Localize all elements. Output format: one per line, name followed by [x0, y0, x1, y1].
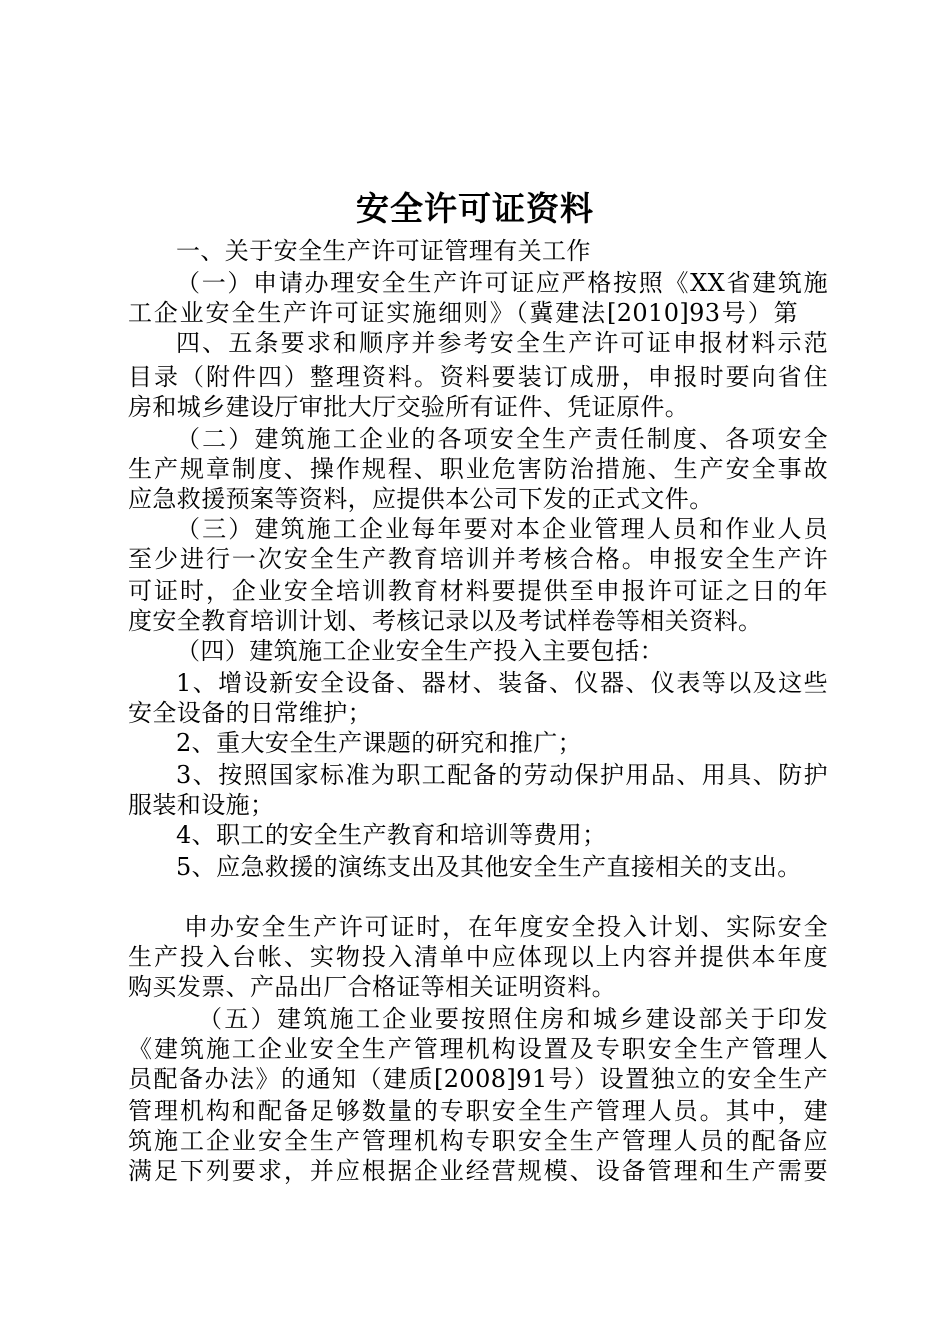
list-item: 1、增设新安全设备、器材、装备、仪器、仪表等以及这些 [176, 669, 828, 697]
paragraph-line: 应急救援预案等资料，应提供本公司下发的正式文件。 [128, 485, 714, 513]
list-item: 4、职工的安全生产教育和培训等费用； [176, 821, 607, 849]
paragraph-line: （三）建筑施工企业每年要对本企业管理人员和作业人员 [176, 515, 828, 543]
document-title: 安全许可证资料 [356, 189, 594, 228]
paragraph-line: 可证时，企业安全培训教育材料要提供至申报许可证之日的年 [128, 577, 828, 605]
paragraph-line: 四、五条要求和顺序并参考安全生产许可证申报材料示范 [176, 329, 828, 357]
section-heading-1: 一、关于安全生产许可证管理有关工作 [176, 237, 591, 265]
paragraph-line: 生产规章制度、操作规程、职业危害防治措施、生产安全事故 [128, 455, 828, 483]
paragraph-line: 房和城乡建设厅审批大厅交验所有证件、凭证原件。 [128, 393, 690, 421]
list-item: 2、重大安全生产课题的研究和推广； [176, 729, 583, 757]
paragraph-line: 度安全教育培训计划、考核记录以及考试样卷等相关资料。 [128, 607, 763, 635]
paragraph-line: 筑施工企业安全生产管理机构专职安全生产管理人员的配备应 [128, 1127, 828, 1155]
paragraph-line: 购买发票、产品出厂合格证等相关证明资料。 [128, 973, 616, 1001]
paragraph-line: （二）建筑施工企业的各项安全生产责任制度、各项安全 [176, 425, 828, 453]
list-item-continuation: 服装和设施； [128, 791, 275, 819]
paragraph-line: （一）申请办理安全生产许可证应严格按照《XX省建筑施 [176, 269, 828, 297]
paragraph-line: 申办安全生产许可证时，在年度安全投入计划、实际安全 [184, 913, 828, 941]
paragraph-line: 目录（附件四）整理资料。资料要装订成册，申报时要向省住 [128, 363, 828, 391]
paragraph-line: 员配备办法》的通知（建质[2008]91号）设置独立的安全生产 [128, 1065, 828, 1093]
paragraph-line: 管理机构和配备足够数量的专职安全生产管理人员。其中，建 [128, 1097, 828, 1125]
paragraph-line: 生产投入台帐、实物投入清单中应体现以上内容并提供本年度 [128, 943, 828, 971]
paragraph-line: 工企业安全生产许可证实施细则》（冀建法[2010]93号）第 [128, 299, 798, 327]
paragraph-line: 满足下列要求，并应根据企业经营规模、设备管理和生产需要 [128, 1157, 828, 1185]
list-item: 3、按照国家标准为职工配备的劳动保护用品、用具、防护 [176, 761, 828, 789]
paragraph-line: （四）建筑施工企业安全生产投入主要包括： [176, 637, 664, 665]
paragraph-line: 至少进行一次安全生产教育培训并考核合格。申报安全生产许 [128, 545, 828, 573]
paragraph-line: 《建筑施工企业安全生产管理机构设置及专职安全生产管理人 [128, 1035, 828, 1063]
list-item-continuation: 安全设备的日常维护； [128, 699, 372, 727]
paragraph-line: （五）建筑施工企业要按照住房和城乡建设部关于印发 [198, 1005, 828, 1033]
list-item: 5、应急救援的演练支出及其他安全生产直接相关的支出。 [176, 853, 802, 881]
